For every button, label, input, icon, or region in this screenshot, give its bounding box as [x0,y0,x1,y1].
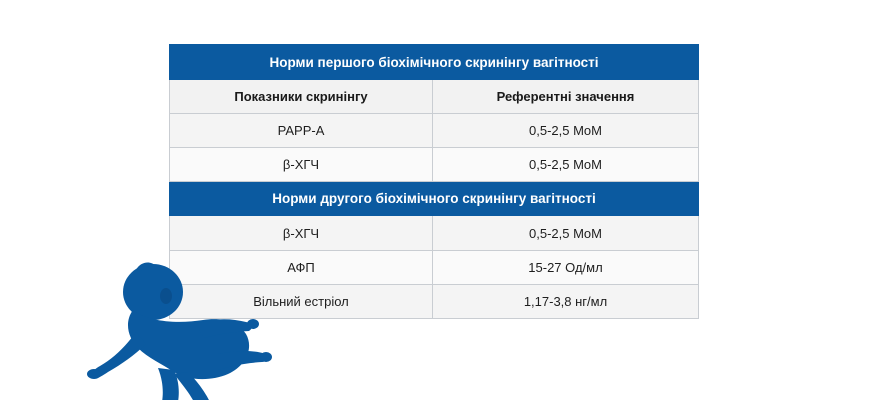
second-screening-title: Норми другого біохімічного скринінгу вагітності [170,182,699,216]
crawling-baby-silhouette-icon [78,262,278,400]
value-cell: 0,5-2,5 MoM [433,216,699,251]
indicator-cell: β-ХГЧ [170,216,433,251]
value-cell: 15-27 Од/мл [433,251,699,285]
indicator-cell: β-ХГЧ [170,148,433,182]
indicator-cell: PAPP-A [170,114,433,148]
table-row [170,114,699,148]
column-header-indicators: Показники скринінгу [170,80,433,114]
second-screening-header-row [170,182,699,216]
value-cell: 0,5-2,5 MoM [433,114,699,148]
value-cell: 1,17-3,8 нг/мл [433,285,699,319]
table-row [170,148,699,182]
value-cell: 0,5-2,5 MoM [433,148,699,182]
indicator-cell: АФП [170,251,433,285]
first-screening-header-row [170,45,699,80]
column-header-reference-values: Референтні значення [433,80,699,114]
column-header-row [170,80,699,114]
indicator-cell: Вільний естріол [170,285,433,319]
table-row [170,216,699,251]
first-screening-title: Норми першого біохімічного скринінгу вагітності [170,45,699,80]
